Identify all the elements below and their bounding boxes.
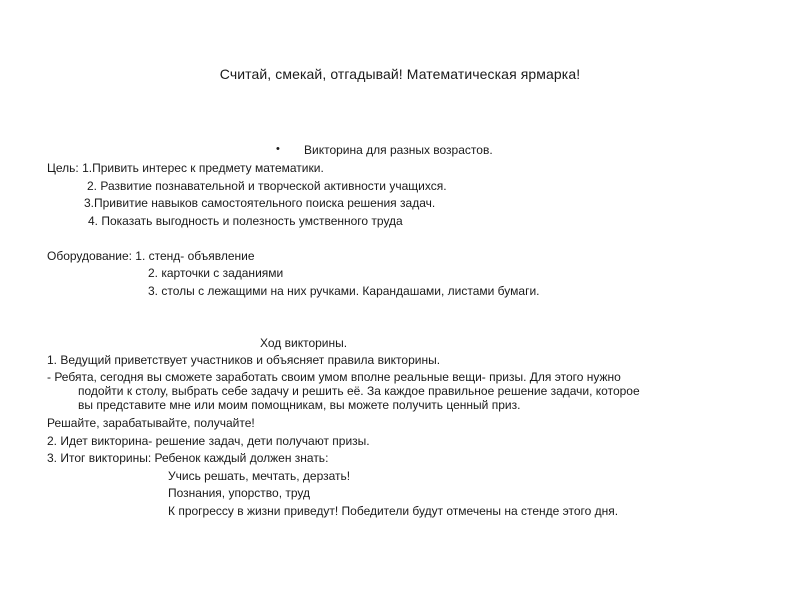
slogan-line: Решайте, зарабатывайте, получайте! <box>47 416 255 430</box>
poem-line-1: Учись решать, мечтать, дерзать! <box>168 469 351 483</box>
poem-line-3: К прогрессу в жизни приведут! Победители будут отмечены на стенде этого дня. <box>168 504 619 518</box>
speech-line-3: вы представите мне или моим помощникам, вы можете получить ценный приз. <box>78 398 521 412</box>
goal-line-2: 2. Развитие познавательной и творческой активности учащихся. <box>87 179 447 193</box>
speech-line-2: подойти к столу, выбрать себе задачу и решить её. За каждое правильное решение задачи, которое <box>78 384 640 398</box>
goal-line-4: 4. Показать выгодность и полезность умственного труда <box>88 214 403 228</box>
equipment-line-3: 3. столы с лежащими на них ручками. Карандашами, листами бумаги. <box>148 284 540 298</box>
goal-line-1: Цель: 1.Привить интерес к предмету математики. <box>47 161 324 175</box>
poem-line-2: Познания, упорство, труд <box>168 486 311 500</box>
quiz-subtitle: Викторина для разных возрастов. <box>304 143 493 157</box>
course-heading: Ход викторины. <box>260 336 348 350</box>
equipment-line-2: 2. карточки с заданиями <box>148 266 284 280</box>
course-step-2: 2. Идет викторина- решение задач, дети получают призы. <box>47 434 370 448</box>
course-step-1: 1. Ведущий приветствует участников и объясняет правила викторины. <box>47 353 441 367</box>
goal-line-3: 3.Привитие навыков самостоятельного поиска решения задач. <box>84 196 436 210</box>
course-step-3: 3. Итог викторины: Ребенок каждый должен знать: <box>47 451 329 465</box>
equipment-line-1: Оборудование: 1. стенд- объявление <box>47 249 255 263</box>
speech-line-1: - Ребята, сегодня вы сможете заработать своим умом вполне реальные вещи- призы. Для этого нужно <box>47 370 621 384</box>
slide-title: Считай, смекай, отгадывай! Математическая ярмарка! <box>219 66 581 82</box>
bullet-marker: • <box>276 143 280 155</box>
